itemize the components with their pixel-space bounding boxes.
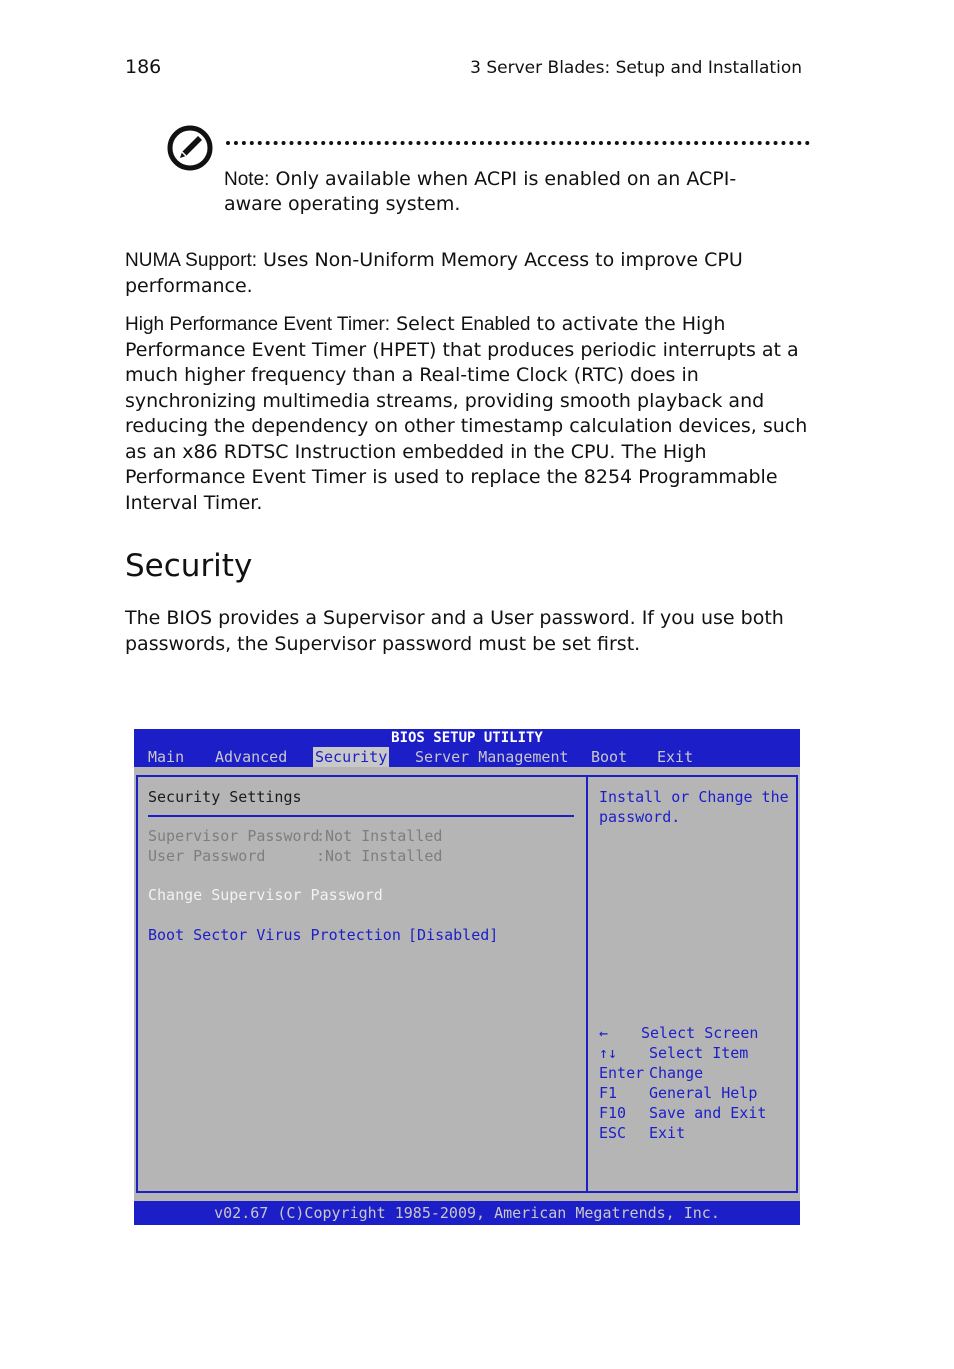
hpet-paragraph	[125, 312, 815, 516]
bios-menu-main[interactable]: Main	[148, 748, 185, 766]
bios-key-desc: Exit	[649, 1124, 686, 1142]
numa-term: NUMA Support:	[125, 250, 257, 271]
bios-menu-advanced[interactable]: Advanced	[215, 748, 288, 766]
bios-boot-sector-value[interactable]: [Disabled]	[408, 926, 499, 944]
bios-key-esc: ESC	[599, 1124, 627, 1142]
bios-section-title: Security Settings	[148, 788, 302, 806]
bios-supervisor-label: Supervisor Password	[148, 827, 320, 845]
running-header: 3 Server Blades: Setup and Installation	[470, 58, 802, 78]
security-paragraph: The BIOS provides a Supervisor and a User password. If you use both passwords, the Supervisor password must be set first.	[125, 607, 784, 655]
note-body: Only available when ACPI is enabled on an ACPI-aware operating system.	[224, 168, 737, 215]
bios-user-label: User Password	[148, 847, 266, 865]
numa-body: Uses Non-Uniform Memory Access to improve CPU performance.	[125, 249, 743, 297]
bios-key-f10: F10	[599, 1104, 627, 1122]
bios-help-line-2: password.	[599, 808, 681, 826]
bios-boot-sector-label[interactable]: Boot Sector Virus Protection	[148, 926, 401, 944]
bios-key-f1: F1	[599, 1084, 618, 1102]
page-number: 186	[125, 56, 162, 78]
bios-panel-divider	[586, 775, 588, 1193]
bios-copyright-footer: v02.67 (C)Copyright 1985-2009, American Megatrends, Inc.	[134, 1201, 800, 1225]
bios-key-desc: Change	[649, 1064, 704, 1082]
pen-note-icon	[166, 124, 214, 172]
bios-section-rule	[148, 815, 574, 817]
bios-key-enter: Enter	[599, 1064, 645, 1082]
bios-key-desc: General Help	[649, 1084, 758, 1102]
bios-change-supervisor-password[interactable]: Change Supervisor Password	[148, 886, 383, 904]
hpet-body-1: Select	[390, 313, 461, 335]
bios-menu-security[interactable]: Security	[315, 748, 388, 766]
bios-key-left-arrow: ←	[599, 1024, 609, 1042]
bios-title: BIOS SETUP UTILITY	[134, 729, 800, 747]
note-text	[224, 167, 784, 217]
hpet-body-2: to activate the High Performance Event Timer (HPET) that produces periodic interrupts at a much higher frequency than a Real-time Clock (RTC) does in synchronizing multimedia streams, providing smooth playback and reducing the dependency on other timestamp calculation devices, such as an x86 RDTSC Instruction embedded in the CPU. The High Performance Event Timer is used to replace the 8254 Programmable Interval Timer.	[125, 313, 808, 514]
bios-supervisor-value: :Not Installed	[316, 827, 443, 845]
bios-key-desc: Select Item	[649, 1044, 749, 1062]
bios-menu-boot[interactable]: Boot	[591, 748, 628, 766]
section-heading: Security	[125, 548, 253, 584]
bios-help-line-1: Install or Change the	[599, 788, 789, 806]
numa-support-paragraph	[125, 248, 815, 299]
bios-key-desc: Select Screen	[641, 1024, 759, 1042]
bios-menu-server-management[interactable]: Server Management	[415, 748, 569, 766]
bios-screenshot	[134, 729, 800, 1225]
bios-key-up-down: ↑↓	[599, 1044, 618, 1062]
hpet-enabled: Enabled	[460, 314, 531, 335]
bios-menu-bar	[134, 747, 800, 767]
bios-key-desc: Save and Exit	[649, 1104, 767, 1122]
bios-menu-exit[interactable]: Exit	[657, 748, 694, 766]
hpet-term: High Performance Event Timer:	[125, 314, 391, 335]
bios-user-value: :Not Installed	[316, 847, 443, 865]
note-label: Note:	[224, 169, 270, 190]
note-divider	[226, 141, 810, 145]
